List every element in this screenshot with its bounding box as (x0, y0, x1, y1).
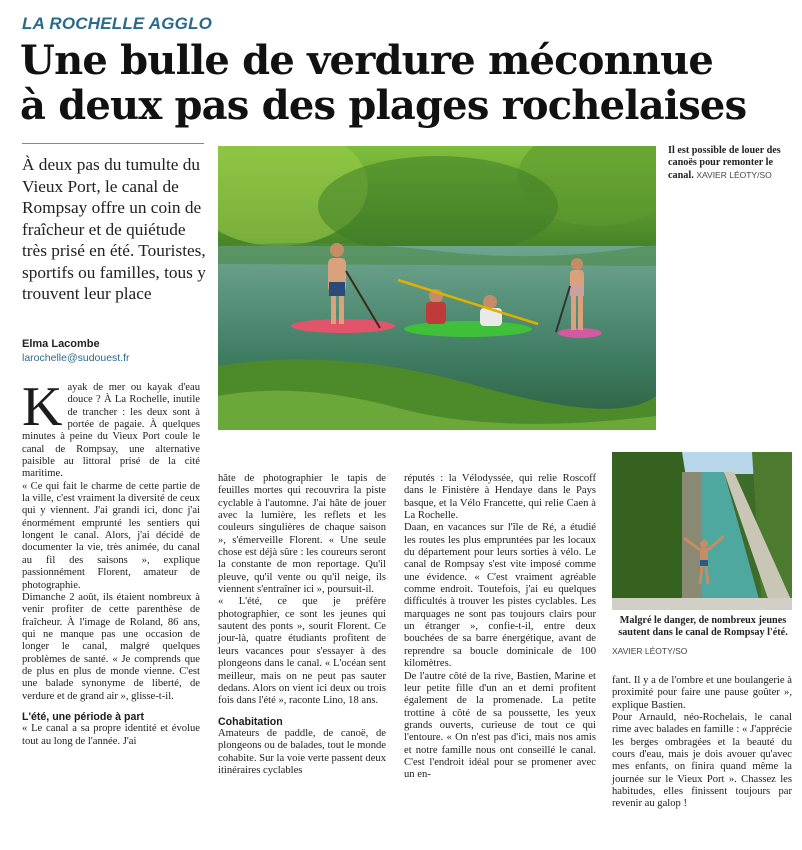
article-paragraph: réputés : la Vélodyssée, qui relie Roscoff dans le Finistère à Hendaye dans le Pays basque, et la Vélo Francette, qui relie Caen à La Rochelle. (404, 473, 596, 522)
article-paragraph: Dimanche 2 août, ils étaient nombreux à venir profiter de cette parenthèse de fraîcheur. À l'image de Roland, 86 ans, qui ne manque pas une occasion de longer le canal, malgré quelques problèmes de santé. « Je comprends que de plus en plus de monde vienne. C'est une balade synonyme de liberté, de verdure et de grand air », glisse-t-il. (22, 591, 200, 702)
author-name: Elma Lacombe (22, 338, 100, 350)
article-column-2 (218, 473, 386, 777)
small-photo-caption: Malgré le danger, de nombreux jeunes sautent dans le canal de Rompsay l'été. (618, 615, 788, 638)
main-photo-credit: XAVIER LÉOTY/SO (696, 170, 772, 180)
article-paragraph: « Ce qui fait le charme de cette partie de la ville, c'est vraiment la diversité de ceux qui y viennent. J'ai grandi ici, donc j'ai énormément emprunté les sentiers qui longent le canal. Alors, j'ai décidé de documenter la vie, très animée, du canal au fil des saisons », explique passionnément Florent, amateur de photographie. (22, 480, 200, 591)
headline-line-2: à deux pas des plages rochelaises (20, 82, 747, 129)
article-paragraph: Amateurs de paddle, de canoë, de plongeons ou de balades, tout le monde cohabite. Sur la voie verte passent deux itinéraires cyclables (218, 727, 386, 776)
section-subhead: Cohabitation (218, 715, 283, 728)
article-paragraph (22, 376, 200, 481)
article-paragraph: fant. Il y a de l'ombre et une boulangerie à proximité pour faire une pause goûter », explique Bastien. (612, 675, 792, 711)
section-kicker: LA ROCHELLE AGGLO (22, 14, 213, 33)
section-subhead: L'été, une période à part (22, 710, 145, 723)
main-photo-caption-text: Il est possible de louer des canoës pour remonter le canal. (668, 145, 781, 181)
canal-jump-photo (612, 452, 792, 610)
article-paragraph: « L'été, ce que je préfère photographier, ce sont les jeunes qui sautent des ponts », sourit Florent. Ce jour-là, quatre étudiants profitent de leurs vacances pour s'essayer à des plongeons dans le canal. « L'océan sent meilleur, mais on ne peut pas sauter dedans. Alors on vient ici deux ou trois fois dans l'été », raconte Lino, 18 ans. (218, 596, 386, 707)
article-paragraph: « Le canal a sa propre identité et évolue tout au long de l'année. J'ai (22, 723, 200, 747)
main-photo-caption (668, 145, 793, 182)
standfirst: À deux pas du tumulte du Vieux Port, le canal de Rompsay offre un coin de fraîcheur et de quiétude très prisé en été. Touristes, sportifs ou familles, tous y trouvent leur place (22, 155, 206, 303)
author-email-link[interactable]: larochelle@sudouest.fr (22, 352, 130, 364)
article-column-1 (22, 376, 200, 748)
headline-line-1: Une bulle de verdure méconnue (20, 37, 714, 84)
article-paragraph: hâte de photographier le tapis de feuilles mortes qui recouvrira la piste cyclable à l'automne. J'ai hâte de jouer avec la lumière, les reflets et les couleurs singulières de chaque saison », s'émerveille Florent. « Une seule chose est déjà sûre : les coureurs seront la constante de mon reportage. Qu'il pleuve, qu'il vente ou qu'il neige, ils viennent s'entraîner ici », poursuit-il. (218, 473, 386, 596)
article-paragraph: Daan, en vacances sur l'île de Ré, a étudié les routes les plus empruntées par les locaux du département pour leurs sorties à vélo. Le canal de Rompsay s'est vite imposé comme une évidence. « C'est vraiment agréable comme endroit. Toutefois, j'ai eu quelques difficultés à trouver les pistes cyclables. Les marquages ne sont pas toujours clairs pour un étranger », confie-t-il, entre deux bouchées de sa barre énergétique, avant de reprendre sa boucle dominicale de 100 kilomètres. (404, 522, 596, 670)
small-photo-credit: XAVIER LÉOTY/SO (612, 646, 688, 656)
article-column-4 (612, 675, 792, 811)
divider (22, 143, 204, 144)
paragraph-text: ayak de mer ou kayak d'eau douce ? À La Rochelle, inutile de trancher : les deux sont à portée de pagaie. À quelques minutes à peine du Vieux Port coule le canal de Rompsay, une alternative paisible au littoral prisé de la cité maritime. (22, 382, 200, 480)
article-paragraph: Pour Arnauld, néo-Rochelais, le canal rime avec balades en famille : « J'apprécie les berges ombragées et la beauté du cours d'eau, mais je dois avouer qu'avec mes enfants, on finira quand même la journée sur le Vieux Port ». Chassez les habitudes, elles finissent toujours par revenir au galop ! (612, 712, 792, 810)
article-column-3 (404, 473, 596, 782)
headline (20, 38, 790, 128)
article-paragraph: De l'autre côté de la rive, Bastien, Marine et leur petite fille d'un an et demi profitent également de la promenade. La petite trottine à côté de sa poussette, les yeux grands ouverts, curieuse de tout ce qui l'entoure. « On n'est pas d'ici, mais nos amis et notre famille nous ont conseillé le canal. C'est l'endroit idéal pour se promener avec un en- (404, 670, 596, 781)
drop-cap: K (22, 376, 63, 438)
canal-kayak-photo (218, 146, 656, 430)
